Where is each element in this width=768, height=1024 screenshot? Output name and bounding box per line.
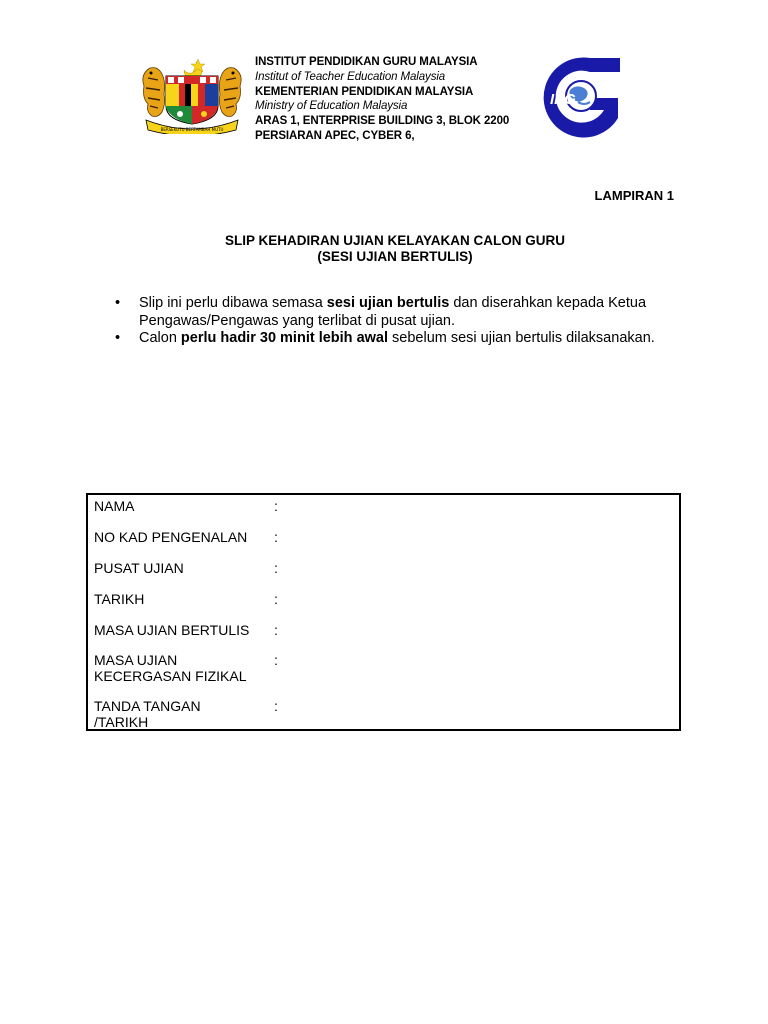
bullet-icon: • <box>115 295 121 311</box>
field-label: MASA UJIAN BERTULIS <box>94 622 250 638</box>
crest-motto: BERSEKUTU BERTAMBAH MUTU <box>160 127 224 132</box>
title-line-1: SLIP KEHADIRAN UJIAN KELAYAKAN CALON GURU <box>224 233 566 248</box>
field-colon: : <box>274 622 278 638</box>
attendance-form-box <box>86 493 681 731</box>
header-line-1: INSTITUT PENDIDIKAN GURU MALAYSIA <box>255 56 478 68</box>
field-label-line-2: KECERGASAN FIZIKAL <box>94 668 247 684</box>
ipg-logo <box>538 54 622 140</box>
instruction-list <box>112 295 672 348</box>
instruction-text: dan diserahkan kepada Ketua Pengawas/Pengawas yang terlibat di pusat ujian. <box>139 295 647 329</box>
header-line-5: ARAS 1, ENTERPRISE BUILDING 3, BLOK 2200 <box>255 115 510 128</box>
field-colon: : <box>274 560 278 576</box>
instruction-item <box>112 295 672 330</box>
field-label: NAMA <box>94 498 135 514</box>
document-title <box>0 233 768 265</box>
field-label-line-1: TANDA TANGAN <box>94 698 201 714</box>
header-line-2: Institut of Teacher Education Malaysia <box>255 70 446 83</box>
header-line-6: PERSIARAN APEC, CYBER 6, <box>255 129 415 142</box>
title-line-2: (SESI UJIAN BERTULIS) <box>317 249 473 264</box>
field-label-line-2: /TARIKH <box>94 714 149 730</box>
field-label <box>94 652 264 684</box>
instruction-text: sebelum sesi ujian bertulis dilaksanakan. <box>388 330 655 346</box>
field-label: TARIKH <box>94 591 145 607</box>
field-label: PUSAT UJIAN <box>94 560 184 576</box>
coat-of-arms-logo <box>136 56 248 134</box>
instruction-text: Slip ini perlu dibawa semasa <box>139 295 327 311</box>
field-label <box>94 698 264 730</box>
ipg-logo-text: IPG <box>550 91 576 108</box>
field-colon: : <box>274 529 278 545</box>
field-colon: : <box>274 698 278 714</box>
instruction-emphasis: perlu hadir 30 minit lebih awal <box>180 330 388 346</box>
header-line-4: Ministry of Education Malaysia <box>255 100 408 113</box>
bullet-icon: • <box>115 330 121 346</box>
field-colon: : <box>274 498 278 514</box>
field-colon: : <box>274 591 278 607</box>
field-label-line-1: MASA UJIAN <box>94 652 178 668</box>
instruction-item <box>112 330 672 348</box>
header-line-3: KEMENTERIAN PENDIDIKAN MALAYSIA <box>255 85 474 98</box>
instruction-emphasis: sesi ujian bertulis <box>326 295 450 311</box>
field-label: NO KAD PENGENALAN <box>94 529 248 545</box>
lampiran-label: LAMPIRAN 1 <box>594 188 674 203</box>
institution-header <box>255 55 509 144</box>
field-colon: : <box>274 652 278 668</box>
instruction-text: Calon <box>139 330 181 346</box>
